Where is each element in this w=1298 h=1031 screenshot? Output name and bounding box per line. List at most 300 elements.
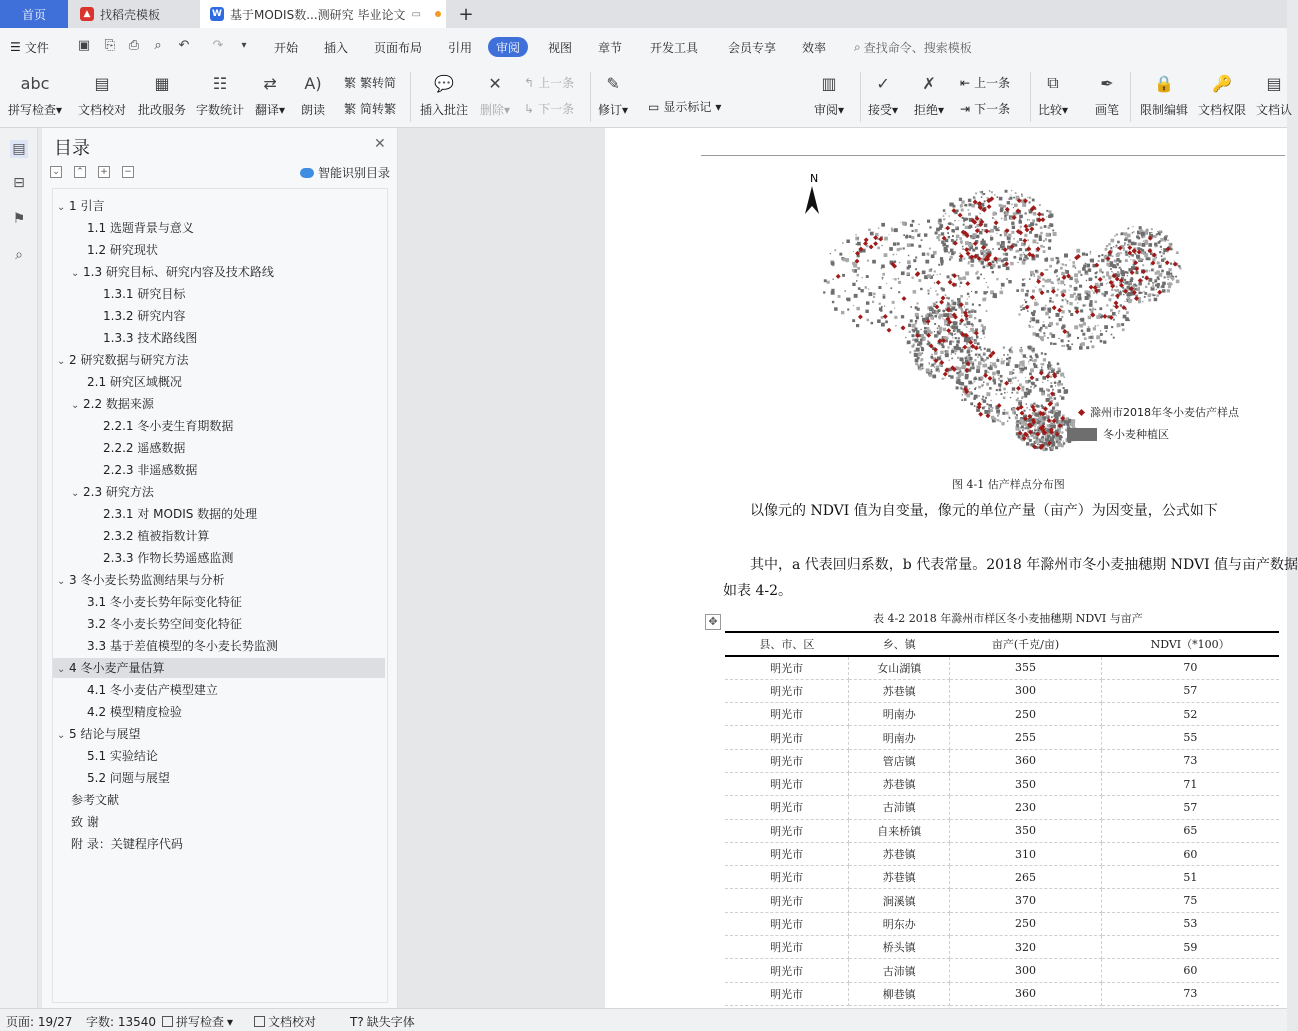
table-cell: 苏巷镇: [849, 866, 950, 889]
chevron-down-icon[interactable]: ⌄: [57, 664, 66, 675]
menu-member-label: 会员专享: [728, 40, 777, 55]
toc-item-label: 5.2 问题与展望: [87, 771, 170, 785]
planting-area-cell: [967, 298, 968, 299]
next-change-button[interactable]: [960, 100, 1010, 117]
planting-area-cell: [934, 331, 935, 332]
next-comment-button[interactable]: [524, 100, 574, 117]
planting-area-cell: [997, 357, 998, 358]
toc-item[interactable]: [53, 526, 385, 546]
planting-area-cell: [998, 258, 1002, 262]
chevron-down-icon[interactable]: ⌄: [71, 268, 80, 279]
planting-area-cell: [918, 352, 922, 356]
planting-area-cell: [956, 210, 959, 213]
toc-item[interactable]: [53, 812, 385, 832]
planting-area-cell: [1052, 301, 1054, 303]
planting-area-cell: [954, 346, 958, 350]
planting-area-cell: [1097, 285, 1100, 288]
planting-area-cell: [867, 260, 869, 262]
table-cell: 明南办: [849, 703, 950, 726]
planting-area-cell: [1061, 316, 1063, 318]
planting-area-cell: [1116, 315, 1117, 316]
chevron-down-icon[interactable]: ⌄: [71, 400, 80, 411]
doc-proof-button[interactable]: [78, 70, 126, 118]
planting-area-cell: [994, 365, 997, 368]
sample-point: [1025, 227, 1030, 232]
planting-area-cell: [968, 199, 971, 202]
menu-review[interactable]: [488, 37, 528, 57]
planting-area-cell: [1021, 353, 1022, 354]
planting-area-cell: [1164, 276, 1166, 278]
chevron-down-icon[interactable]: ⌄: [71, 488, 80, 499]
toc-item[interactable]: [53, 262, 385, 282]
planting-area-cell: [932, 375, 936, 379]
planting-area-cell: [1179, 267, 1181, 269]
toc-panel-icon[interactable]: ▤: [10, 140, 28, 158]
file-menu-label: 文件: [24, 40, 49, 55]
planting-area-cell: [980, 191, 982, 193]
planting-area-cell: [1018, 262, 1019, 263]
planting-area-cell: [936, 293, 938, 295]
planting-area-cell: [927, 327, 930, 330]
planting-area-cell: [958, 220, 959, 221]
planting-area-cell: [1043, 332, 1045, 334]
planting-area-cell: [920, 363, 923, 366]
status-missing-font[interactable]: [350, 1013, 415, 1030]
planting-area-cell: [1050, 438, 1054, 442]
table-cell: 桥头镇: [849, 936, 950, 959]
planting-area-cell: [1055, 343, 1057, 345]
toc-item[interactable]: [53, 724, 385, 744]
planting-area-cell: [949, 341, 952, 344]
planting-area-cell: [1160, 246, 1162, 248]
planting-area-cell: [893, 278, 894, 279]
planting-area-cell: [1042, 436, 1045, 439]
page-header: [701, 128, 1285, 156]
page-indicator[interactable]: 页面: 19/27: [6, 1015, 73, 1029]
planting-area-cell: [1056, 294, 1059, 297]
planting-area-cell: [890, 287, 892, 289]
status-spell-check[interactable]: 拼写检查 ▾: [162, 1013, 233, 1030]
planting-area-cell: [1048, 361, 1051, 364]
planting-area-cell: [1057, 363, 1060, 366]
chevron-down-icon[interactable]: ⌄: [57, 576, 66, 587]
menu-insert-label: 插入: [324, 40, 349, 55]
planting-area-cell: [959, 286, 961, 288]
planting-area-cell: [1021, 371, 1022, 372]
toc-item[interactable]: [53, 658, 385, 678]
planting-area-cell: [960, 282, 962, 284]
batch-service-button[interactable]: [138, 70, 186, 118]
planting-area-cell: [1055, 437, 1059, 441]
planting-area-cell: [983, 332, 985, 334]
planting-area-cell: [1010, 383, 1011, 384]
planting-area-cell: [1165, 235, 1166, 236]
planting-area-cell: [940, 355, 942, 357]
planting-area-cell: [1116, 233, 1118, 235]
planting-area-cell: [913, 290, 917, 294]
toc-item[interactable]: [53, 790, 385, 810]
planting-area-cell: [956, 372, 958, 374]
planting-area-cell: [1000, 234, 1002, 236]
search-icon[interactable]: ⌕: [15, 247, 23, 263]
writer-doc-icon: W: [210, 7, 224, 21]
planting-area-cell: [1021, 289, 1024, 292]
planting-area-cell: [901, 315, 904, 318]
planting-area-cell: [984, 224, 988, 228]
checkbox-icon: [162, 1016, 173, 1027]
planting-area-cell: [1152, 286, 1154, 288]
planting-area-cell: [1050, 385, 1053, 388]
chevron-down-icon[interactable]: ⌄: [57, 202, 66, 213]
planting-area-cell: [1045, 305, 1046, 306]
planting-area-cell: [1118, 292, 1121, 295]
planting-area-cell: [1029, 325, 1030, 326]
spell-check-button[interactable]: abc 拼写检查▾: [8, 70, 62, 118]
table-move-handle[interactable]: ✥: [705, 614, 721, 630]
planting-area-cell: [833, 279, 834, 280]
sample-point: [869, 244, 874, 249]
planting-area-cell: [1161, 264, 1162, 265]
planting-area-cell: [1036, 378, 1039, 381]
read-aloud-button[interactable]: [300, 70, 326, 118]
trad-to-simp-button[interactable]: [344, 74, 396, 91]
planting-area-cell: [1041, 392, 1044, 395]
chevron-down-icon[interactable]: ⌄: [57, 356, 66, 367]
planting-area-cell: [1030, 355, 1033, 358]
translate-button[interactable]: ⇄ 翻译▾: [255, 70, 285, 118]
planting-area-cell: [834, 249, 836, 251]
accept-button[interactable]: ✓ 接受▾: [868, 70, 898, 118]
toc-item[interactable]: [53, 548, 385, 568]
table-cell: 明东办: [849, 912, 950, 935]
toc-item[interactable]: [53, 306, 385, 326]
toc-item[interactable]: [53, 416, 385, 436]
planting-area-cell: [963, 218, 966, 221]
planting-area-cell: [1001, 361, 1005, 365]
planting-area-cell: [1072, 261, 1075, 264]
planting-area-cell: [998, 227, 999, 228]
word-count-button[interactable]: [196, 70, 244, 118]
planting-area-cell: [1060, 306, 1061, 307]
reject-button[interactable]: ✗ 拒绝▾: [914, 70, 944, 118]
next-comment-label: 下一条: [538, 102, 575, 116]
planting-area-cell: [882, 245, 883, 246]
planting-area-cell: [1111, 239, 1115, 243]
toc-item[interactable]: [53, 438, 385, 458]
print-icon[interactable]: ⎙: [128, 38, 140, 53]
toc-item[interactable]: [53, 636, 385, 656]
planting-area-cell: [902, 221, 906, 225]
planting-area-cell: [1138, 292, 1141, 295]
toc-item[interactable]: [53, 702, 385, 722]
planting-area-cell: [915, 229, 918, 232]
planting-area-cell: [929, 248, 931, 250]
print-preview-icon[interactable]: ⌕: [154, 38, 162, 53]
planting-area-cell: [933, 275, 934, 276]
planting-area-cell: [852, 283, 855, 286]
toc-item[interactable]: [53, 504, 385, 524]
planting-area-cell: [1000, 380, 1003, 383]
planting-area-cell: [1158, 265, 1161, 268]
table-cell: 明光市: [725, 772, 849, 795]
toc-item[interactable]: [53, 482, 385, 502]
planting-area-cell: [1131, 278, 1133, 280]
planting-area-cell: [1049, 225, 1050, 226]
track-changes-button[interactable]: ✎ 修订▾: [598, 70, 628, 118]
planting-area-cell: [974, 341, 977, 344]
menu-start[interactable]: [274, 37, 298, 57]
spell-check-label: 拼写检查: [8, 103, 57, 117]
toc-item[interactable]: [53, 372, 385, 392]
planting-area-cell: [1046, 418, 1047, 419]
doc-more-label: 文档认: [1256, 103, 1293, 117]
track-changes-label: 修订: [598, 103, 623, 117]
planting-area-cell: [976, 336, 979, 339]
new-tab-button[interactable]: [452, 0, 480, 28]
planting-area-cell: [974, 405, 976, 407]
planting-area-cell: [1099, 270, 1102, 273]
menu-member[interactable]: [728, 37, 776, 57]
planting-area-cell: [983, 243, 985, 245]
planting-area-cell: [915, 322, 917, 324]
simp-trad-icon: 繁: [344, 102, 357, 116]
remove-heading-icon[interactable]: −: [122, 166, 134, 178]
toc-item[interactable]: [53, 460, 385, 480]
planting-area-cell: [957, 379, 960, 382]
planting-area-cell: [931, 306, 933, 308]
planting-area-cell: [1032, 199, 1035, 202]
planting-area-cell: [1129, 284, 1131, 286]
simp-to-trad-button[interactable]: [344, 100, 396, 117]
planting-area-cell: [984, 410, 988, 414]
planting-area-cell: [1105, 248, 1106, 249]
planting-area-cell: [964, 398, 967, 401]
planting-area-cell: [1016, 392, 1018, 394]
prev-change-button[interactable]: [960, 74, 1010, 91]
planting-area-cell: [971, 291, 972, 292]
pen-button[interactable]: [1094, 70, 1120, 118]
planting-area-cell: [997, 374, 999, 376]
planting-area-cell: [907, 266, 910, 269]
planting-area-cell: [898, 278, 899, 279]
planting-area-cell: [978, 395, 980, 397]
planting-area-cell: [971, 350, 972, 351]
planting-area-cell: [1054, 435, 1055, 436]
doc-more-icon: ▤: [1266, 73, 1282, 93]
table-cell: 明光市: [725, 959, 849, 982]
toc-item[interactable]: [53, 768, 385, 788]
planting-area-cell: [930, 316, 934, 320]
planting-area-cell: [873, 293, 876, 296]
chevron-down-icon[interactable]: ⌄: [57, 730, 66, 741]
doc-permission-button[interactable]: [1198, 70, 1246, 118]
delete-comment-button[interactable]: ✕ 删除▾: [480, 70, 510, 118]
planting-area-cell: [910, 306, 912, 308]
menu-layout[interactable]: [374, 37, 422, 57]
planting-area-cell: [883, 224, 884, 225]
table-cell: 75: [1101, 889, 1279, 912]
planting-area-cell: [1071, 344, 1073, 346]
planting-area-cell: [1095, 309, 1097, 311]
restrict-edit-button[interactable]: [1140, 70, 1188, 118]
planting-area-cell: [986, 383, 989, 386]
planting-area-cell: [936, 301, 938, 303]
planting-area-cell: [977, 271, 979, 273]
tab-home[interactable]: [0, 0, 68, 28]
planting-area-cell: [1085, 296, 1089, 300]
planting-area-cell: [894, 308, 895, 309]
toc-item[interactable]: [53, 350, 385, 370]
planting-area-cell: [1061, 310, 1064, 313]
planting-area-cell: [957, 305, 958, 306]
planting-area-cell: [883, 296, 886, 299]
insert-comment-button[interactable]: [420, 70, 468, 118]
planting-area-cell: [1040, 245, 1043, 248]
sample-point: [1030, 295, 1035, 300]
table-body: [725, 656, 1279, 1005]
planting-area-cell: [1146, 229, 1148, 231]
accept-label: 接受: [868, 103, 893, 117]
expand-all-icon[interactable]: ⌄: [50, 166, 62, 178]
toc-item[interactable]: [53, 328, 385, 348]
quick-access-dropdown-icon[interactable]: ▾: [241, 40, 247, 51]
planting-area-cell: [952, 235, 954, 237]
undo-icon[interactable]: ↶: [178, 38, 190, 53]
toc-item[interactable]: [53, 680, 385, 700]
file-menu[interactable]: [10, 37, 49, 57]
toc-item[interactable]: [53, 592, 385, 612]
planting-area-cell: [1035, 287, 1036, 288]
menu-developer[interactable]: [650, 37, 698, 57]
planting-area-cell: [924, 320, 926, 322]
planting-area-cell: [1063, 442, 1065, 444]
planting-area-cell: [960, 204, 963, 207]
menu-chapter[interactable]: [598, 37, 622, 57]
toc-item[interactable]: [53, 614, 385, 634]
planting-area-cell: [980, 234, 981, 235]
planting-area-cell: [1049, 301, 1050, 302]
planting-area-cell: [975, 247, 978, 250]
planting-area-cell: [984, 200, 986, 202]
planting-area-cell: [1145, 270, 1148, 273]
status-doc-proof[interactable]: [254, 1013, 316, 1030]
planting-area-cell: [956, 367, 957, 368]
show-markup-button[interactable]: ▭ 显示标记 ▾: [648, 99, 722, 114]
planting-area-cell: [872, 260, 876, 264]
planting-area-cell: [1113, 337, 1115, 339]
planting-area-cell: [1024, 299, 1026, 301]
menu-efficiency[interactable]: [802, 37, 826, 57]
planting-area-cell: [1110, 309, 1113, 312]
planting-area-cell: [956, 386, 959, 389]
status-missing-font-label: 缺失字体: [366, 1015, 415, 1029]
planting-area-cell: [852, 269, 855, 272]
planting-area-cell: [1029, 231, 1032, 234]
export-icon[interactable]: ⎘: [104, 38, 116, 53]
toc-item[interactable]: [53, 834, 385, 854]
review-pane-button[interactable]: ▥ 审阅▾: [814, 70, 844, 118]
proof-icon: [254, 1016, 265, 1027]
planting-area-cell: [963, 224, 965, 226]
chapter-nav-icon[interactable]: ⊟: [13, 175, 25, 191]
planting-area-cell: [1136, 255, 1140, 259]
planting-area-cell: [982, 386, 983, 387]
planting-area-cell: [1058, 338, 1059, 339]
close-icon[interactable]: ✕: [374, 136, 386, 152]
planting-area-cell: [1158, 278, 1160, 280]
planting-area-cell: [1021, 425, 1024, 428]
planting-area-cell: [1166, 271, 1170, 275]
menu-insert[interactable]: [324, 37, 348, 57]
planting-area-cell: [1019, 257, 1022, 260]
sample-point: [1029, 227, 1034, 232]
table-row: [725, 726, 1279, 749]
planting-area-cell: [972, 325, 974, 327]
collapse-all-icon[interactable]: ⌃: [74, 166, 86, 178]
toc-item[interactable]: [53, 218, 385, 238]
planting-area-cell: [1082, 267, 1086, 271]
planting-area-cell: [944, 378, 945, 379]
tab-document[interactable]: [200, 0, 446, 28]
menu-view[interactable]: [548, 37, 572, 57]
command-search[interactable]: [854, 37, 972, 57]
planting-area-cell: [868, 229, 871, 232]
planting-area-cell: [912, 339, 914, 341]
toc-item[interactable]: [53, 240, 385, 260]
planting-area-cell: [945, 314, 947, 316]
planting-area-cell: [827, 281, 830, 284]
planting-area-cell: [992, 271, 994, 273]
save-icon[interactable]: ▣: [77, 38, 91, 53]
planting-area-cell: [1048, 247, 1051, 250]
toc-item-label: 2.1 研究区域概况: [87, 375, 182, 389]
toc-item[interactable]: [53, 746, 385, 766]
toc-item[interactable]: [53, 394, 385, 414]
planting-area-cell: [922, 271, 926, 275]
planting-area-cell: [992, 372, 996, 376]
planting-area-cell: [1152, 282, 1154, 284]
toc-item[interactable]: [53, 284, 385, 304]
tab-templates[interactable]: [70, 0, 198, 28]
planting-area-cell: [975, 354, 977, 356]
planting-area-cell: [1061, 272, 1065, 276]
prev-comment-button[interactable]: [524, 74, 574, 91]
sample-point: [983, 373, 988, 378]
smart-toc-button[interactable]: [300, 164, 390, 181]
planting-area-cell: [1117, 323, 1121, 327]
sample-point: [1036, 279, 1041, 284]
menu-reference[interactable]: [448, 37, 472, 57]
planting-area-cell: [927, 253, 930, 256]
word-count-indicator[interactable]: 字数: 13540: [86, 1015, 157, 1029]
add-heading-icon[interactable]: +: [98, 166, 110, 178]
compare-button[interactable]: ⧉ 比较▾: [1038, 70, 1068, 118]
bookmark-icon[interactable]: ⚑: [12, 211, 26, 227]
menu-review-label: 审阅: [496, 40, 521, 55]
table-cell: 明光市: [725, 656, 849, 679]
planting-area-cell: [1090, 259, 1094, 263]
planting-area-cell: [1028, 209, 1030, 211]
toc-item[interactable]: [53, 570, 385, 590]
sample-point: [1052, 305, 1057, 310]
doc-more-button[interactable]: [1256, 70, 1292, 118]
planting-area-cell: [856, 234, 857, 235]
table-title: 表 4-2 2018 年滁州市样区冬小麦抽穗期 NDVI 与亩产: [873, 612, 1143, 625]
redo-icon[interactable]: ↷: [212, 38, 224, 53]
planting-area-cell: [981, 262, 984, 265]
toc-item[interactable]: [53, 196, 385, 216]
planting-area-cell: [866, 275, 869, 278]
